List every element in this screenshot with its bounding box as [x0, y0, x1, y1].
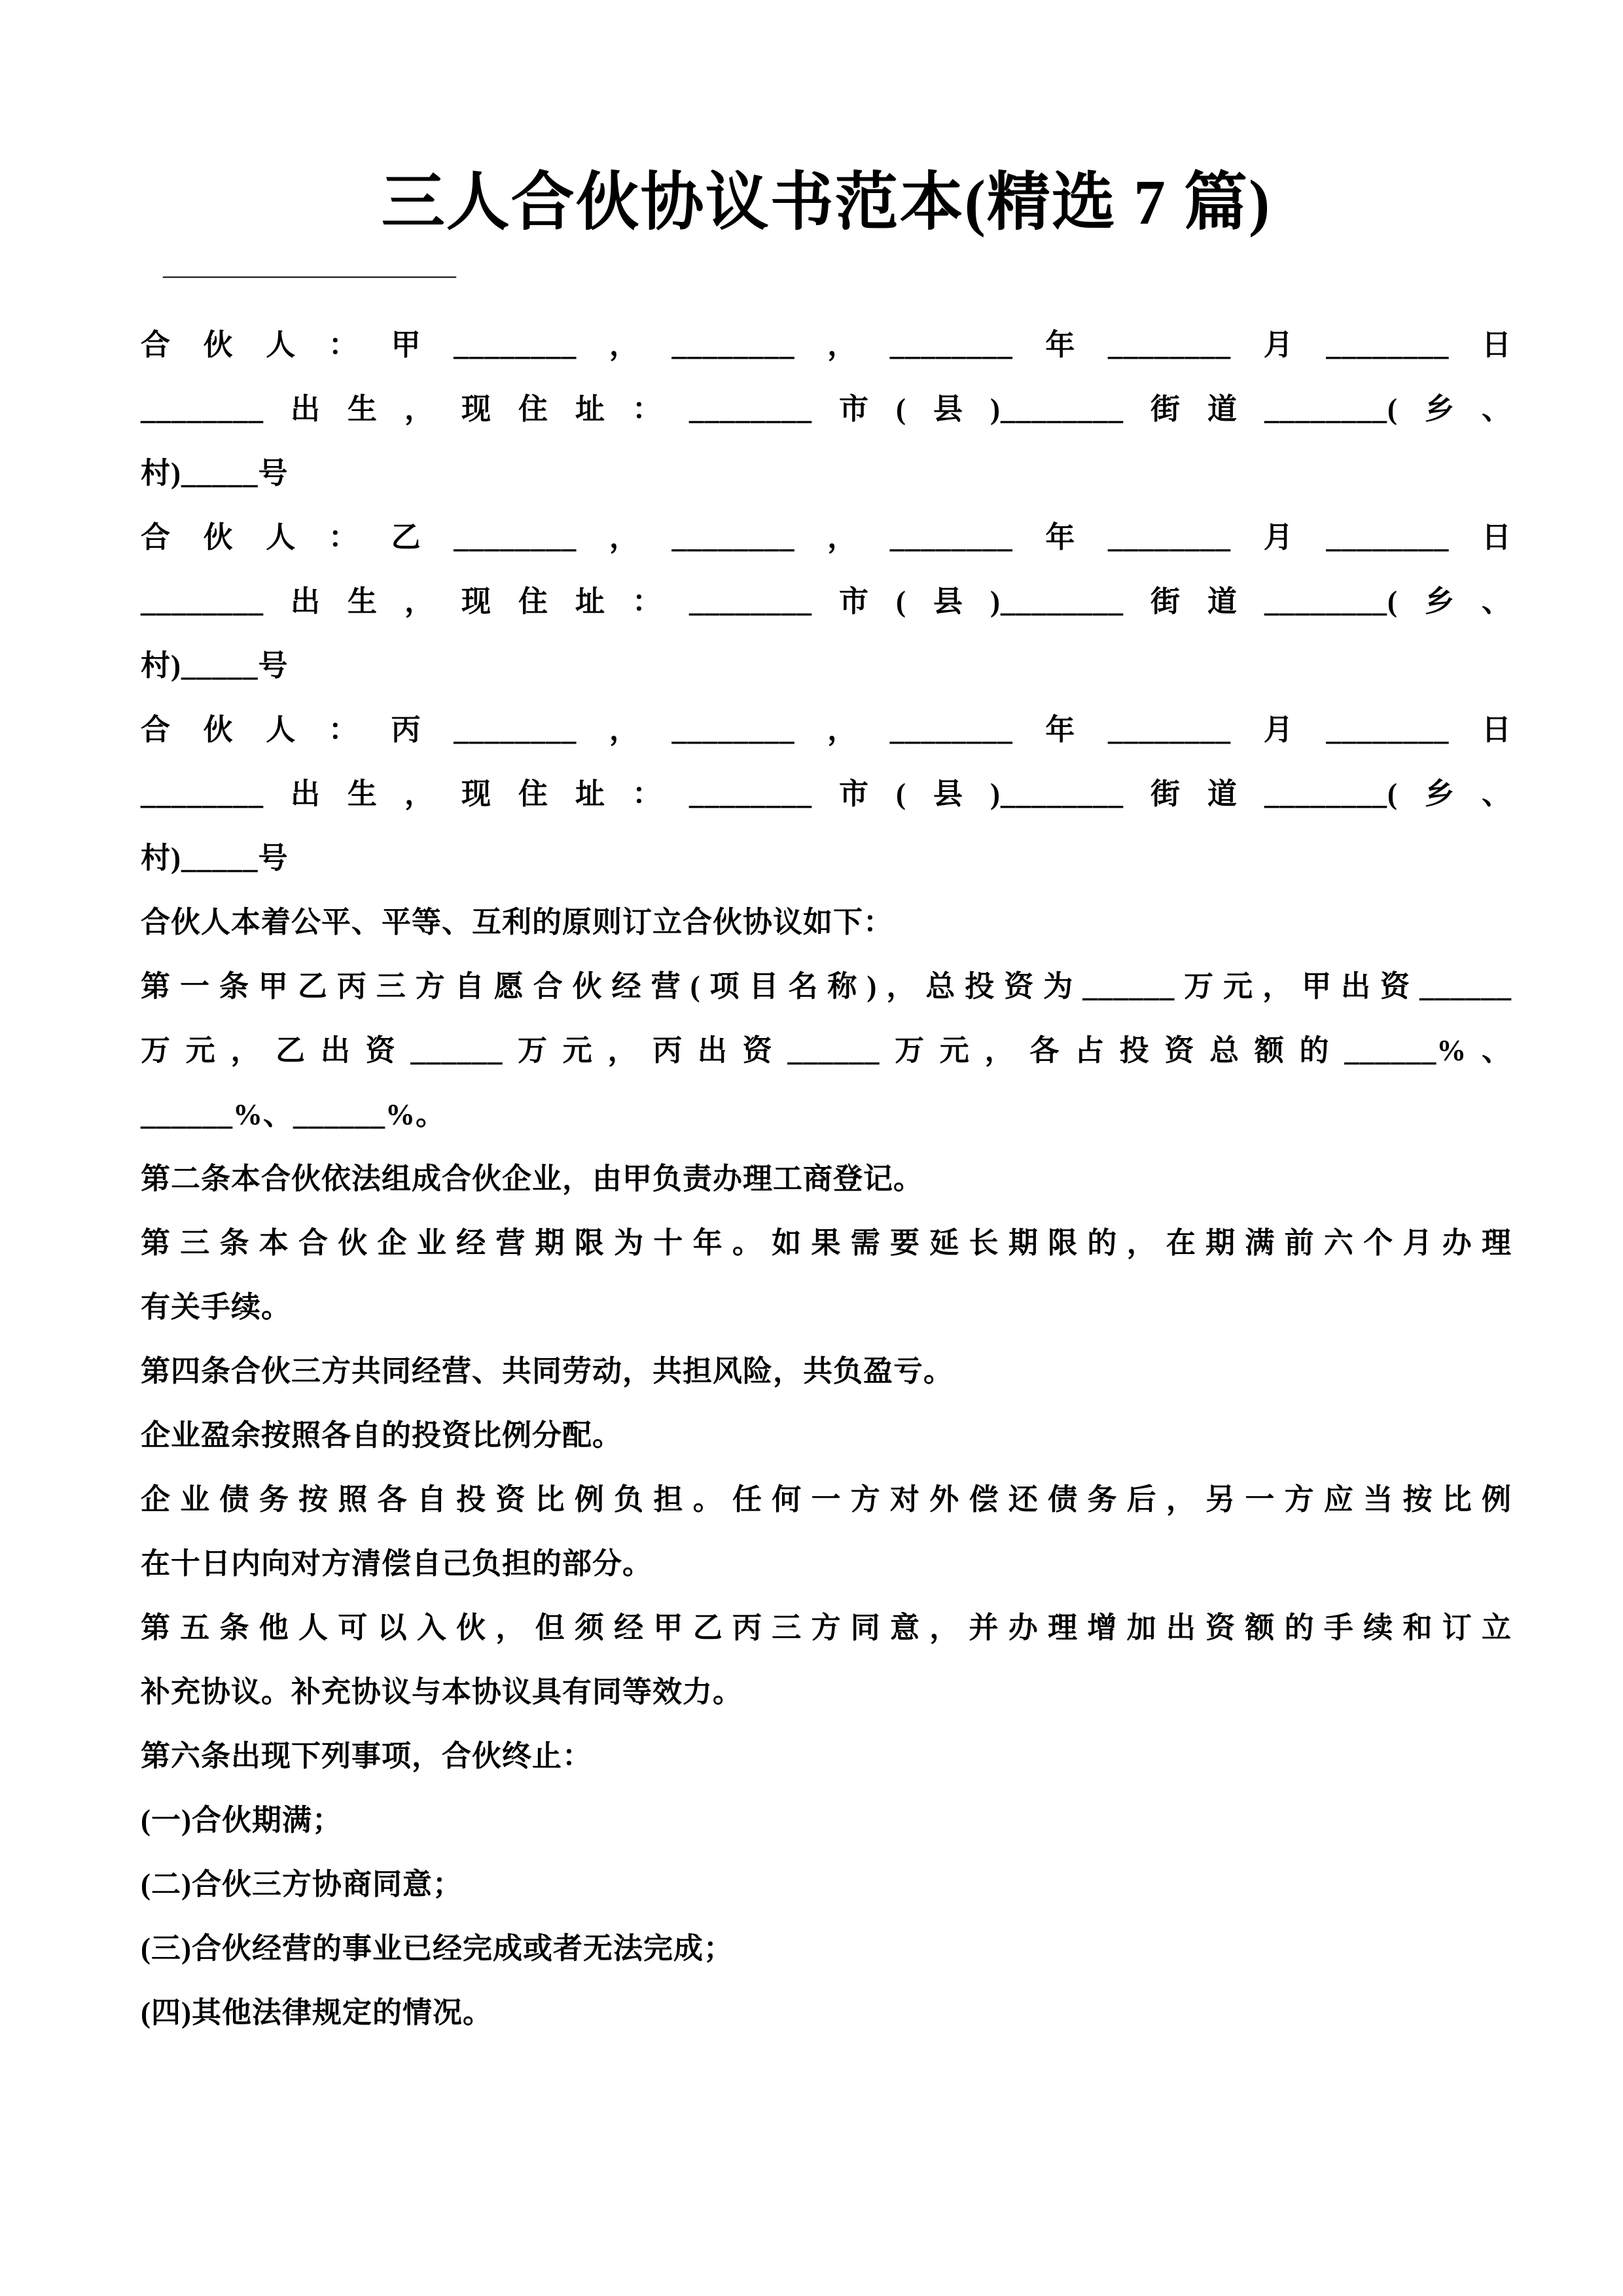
- document-line: 有关手续。: [141, 1291, 292, 1324]
- document-line: 村)_____号: [141, 842, 289, 875]
- document-line: 第六条出现下列事项，合伙终止：: [141, 1740, 593, 1773]
- document-line: 万元，乙出资______万元，丙出资______万元，各占投资总额的______%、: [141, 1034, 1512, 1067]
- document-line: (三)合伙经营的事业已经完成或者无法完成；: [141, 1932, 734, 1965]
- document-body: [141, 313, 1512, 2045]
- document-line: 企业盈余按照各自的投资比例分配。: [141, 1419, 623, 1452]
- document-line: ________出生，现住址：________市(县)________街道________(乡、: [141, 393, 1512, 426]
- document-line: 第三条本合伙企业经营期限为十年。如果需要延长期限的，在期满前六个月办理: [141, 1227, 1512, 1260]
- document-line: 第四条合伙三方共同经营、共同劳动，共担风险，共负盈亏。: [141, 1355, 954, 1388]
- document-line: 补充协议。补充协议与本协议具有同等效力。: [141, 1676, 743, 1709]
- document-line: 合伙人：甲________，________，________年________月________日: [141, 329, 1512, 362]
- document-line: 第五条他人可以入伙，但须经甲乙丙三方同意，并办理增加出资额的手续和订立: [141, 1611, 1512, 1645]
- document-line: (二)合伙三方协商同意；: [141, 1868, 463, 1901]
- document-line: 村)_____号: [141, 457, 289, 490]
- document-line: 合伙人本着公平、平等、互利的原则订立合伙协议如下：: [141, 906, 894, 939]
- document-line: 村)_____号: [141, 649, 289, 683]
- document-line: 合伙人：丙________，________，________年________月________日: [141, 713, 1512, 747]
- document-line: 第二条本合伙依法组成合伙企业，由甲负责办理工商登记。: [141, 1162, 924, 1196]
- document-line: 在十日内向对方清偿自己负担的部分。: [141, 1547, 653, 1581]
- document-line: 企业债务按照各自投资比例负担。任何一方对外偿还债务后，另一方应当按比例: [141, 1483, 1512, 1516]
- document-line: (一)合伙期满；: [141, 1804, 342, 1837]
- document-line: ______%、______%。: [141, 1098, 446, 1132]
- document-title: 三人合伙协议书范本(精选 7 篇): [381, 168, 1272, 238]
- document-line: 合伙人：乙________，________，________年________月________日: [141, 521, 1512, 554]
- divider-line: ————————————————: [163, 266, 456, 287]
- document-line: ________出生，现住址：________市(县)________街道________(乡、: [141, 778, 1512, 811]
- document-line: 第一条甲乙丙三方自愿合伙经营(项目名称)，总投资为______万元，甲出资______: [141, 970, 1512, 1003]
- document-line: ________出生，现住址：________市(县)________街道________(乡、: [141, 585, 1512, 619]
- document-line: (四)其他法律规定的情况。: [141, 1996, 493, 2030]
